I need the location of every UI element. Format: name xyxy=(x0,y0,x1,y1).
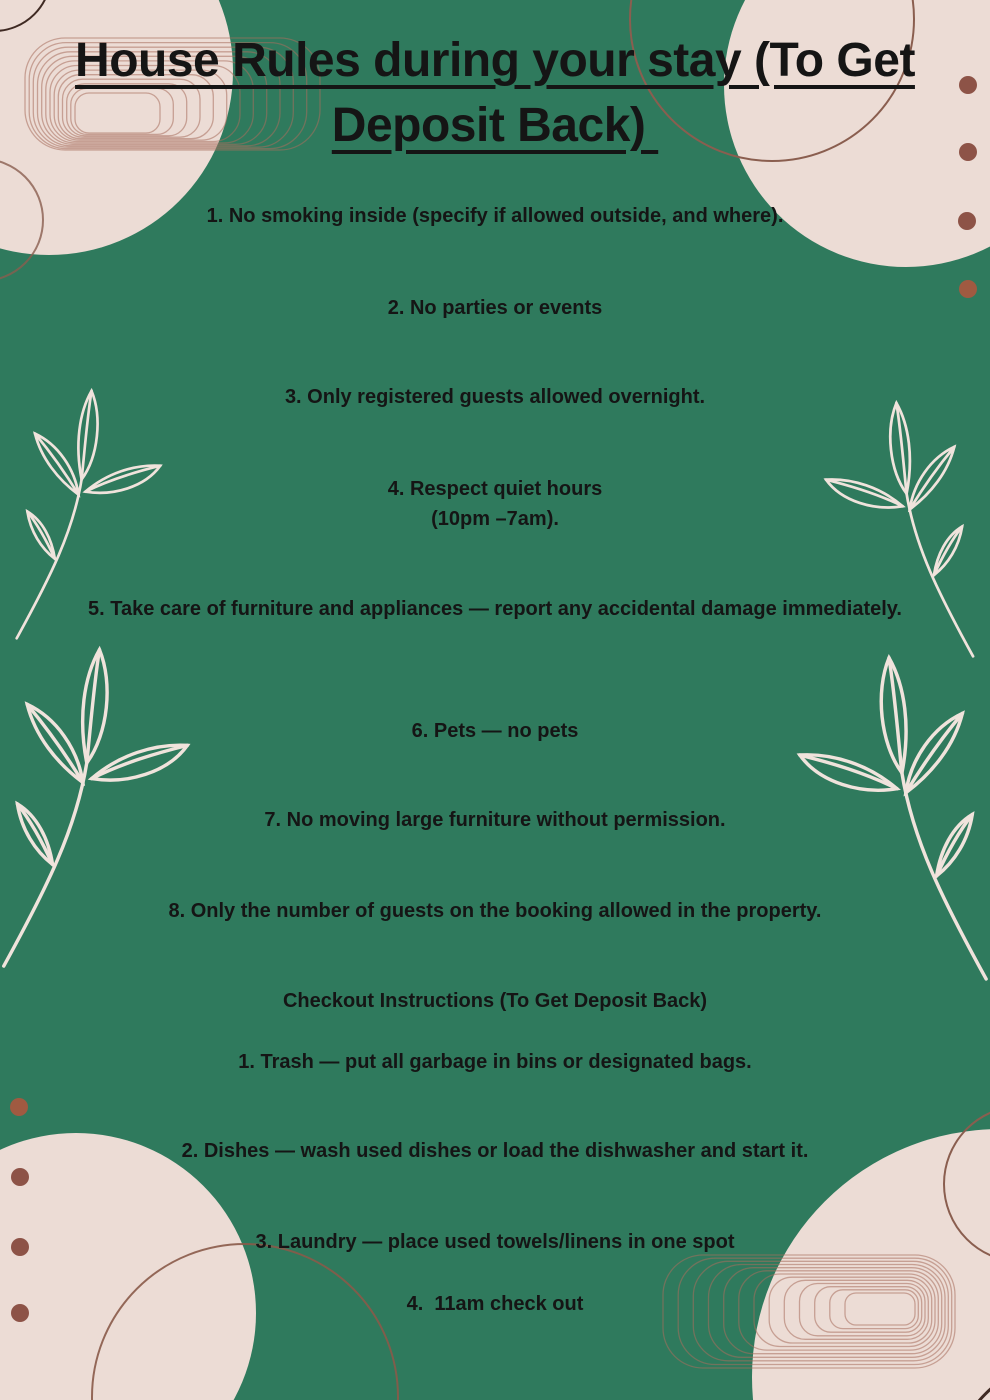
rule-item-3: 3. Only registered guests allowed overnight. xyxy=(284,386,706,408)
checkout-item-1: 1. Trash — put all garbage in bins or designated bags. xyxy=(238,1051,752,1073)
poster-title-line1: House Rules during your stay (To Get xyxy=(75,34,915,87)
poster-title-line2: Deposit Back) xyxy=(331,99,659,152)
checkout-heading: Checkout Instructions (To Get Deposit Back) xyxy=(282,990,708,1012)
rule-item-2: 2. No parties or events xyxy=(387,297,603,319)
decor-dot xyxy=(11,1168,29,1186)
decor-dot xyxy=(10,1098,28,1116)
checkout-item-4: 4. 11am check out xyxy=(406,1293,584,1315)
rule-item-8: 8. Only the number of guests on the booking allowed in the property. xyxy=(168,900,822,922)
rule-item-6: 6. Pets — no pets xyxy=(411,720,579,742)
checkout-item-3: 3. Laundry — place used towels/linens in one spot xyxy=(255,1231,735,1253)
rule-item-5: 5. Take care of furniture and appliances — report any accidental damage immediately. xyxy=(88,598,902,620)
rule-item-1: 1. No smoking inside (specify if allowed outside, and where). xyxy=(206,205,784,227)
rule-item-4-line2: (10pm –7am). xyxy=(431,508,559,530)
poster-title xyxy=(0,28,990,158)
rule-item-4-line1: 4. Respect quiet hours xyxy=(387,478,603,500)
checkout-item-2: 2. Dishes — wash used dishes or load the dishwasher and start it. xyxy=(181,1140,809,1162)
rule-item-7: 7. No moving large furniture without permission. xyxy=(264,809,726,831)
